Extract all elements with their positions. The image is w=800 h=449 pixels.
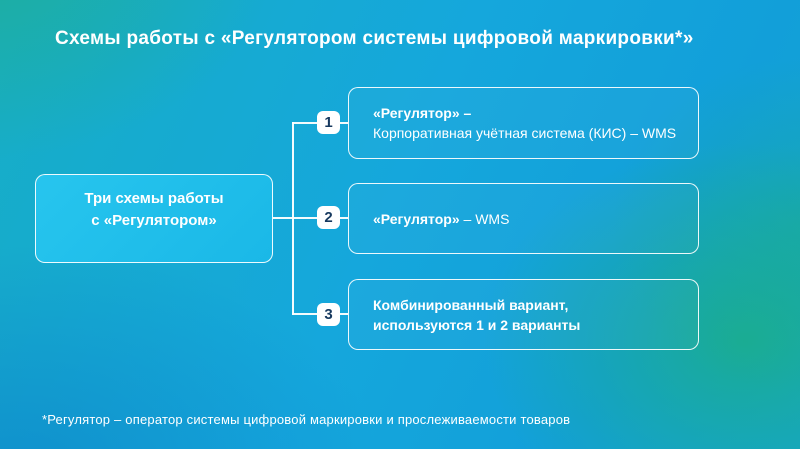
- scheme-box-2: [348, 183, 699, 254]
- root-box: [35, 174, 273, 263]
- connector-root-to-trunk: [273, 217, 292, 219]
- footnote: *Регулятор – оператор системы цифровой маркировки и прослеживаемости товаров: [42, 412, 571, 427]
- connector-row2-right: [340, 217, 348, 219]
- scheme-1-line2: Корпоративная учётная система (КИС) – WMS: [373, 125, 677, 141]
- scheme-2-line1-regular: – WMS: [459, 210, 510, 227]
- scheme-1-line1: [373, 103, 688, 123]
- scheme-2-number-badge: [317, 206, 340, 229]
- connector-row3-left: [292, 313, 317, 315]
- connector-row3-right: [340, 313, 348, 315]
- scheme-3-number: 3: [324, 306, 333, 323]
- root-box-line1: Три схемы работы: [84, 189, 224, 207]
- scheme-box-1: [348, 87, 699, 159]
- scheme-3-line2: используются 1 и 2 варианты: [373, 316, 581, 333]
- root-box-line2: с «Регулятором»: [91, 211, 217, 229]
- scheme-1-number: 1: [324, 114, 333, 131]
- scheme-1-number-badge: [317, 111, 340, 134]
- scheme-2-line1: [373, 209, 688, 229]
- scheme-3-number-badge: [317, 303, 340, 326]
- connector-row2-left: [292, 217, 317, 219]
- slide-title: Схемы работы с «Регулятором системы цифровой маркировки*»: [55, 28, 694, 49]
- scheme-2-number: 2: [324, 209, 333, 226]
- scheme-3-line1: Комбинированный вариант,: [373, 296, 569, 313]
- scheme-2-line1-bold: «Регулятор»: [373, 210, 460, 227]
- connector-trunk-vertical: [292, 122, 294, 315]
- scheme-1-line1-bold: «Регулятор» –: [373, 105, 472, 121]
- connector-row1-right: [340, 122, 348, 124]
- connector-row1-left: [292, 122, 317, 124]
- scheme-box-3: [348, 279, 699, 350]
